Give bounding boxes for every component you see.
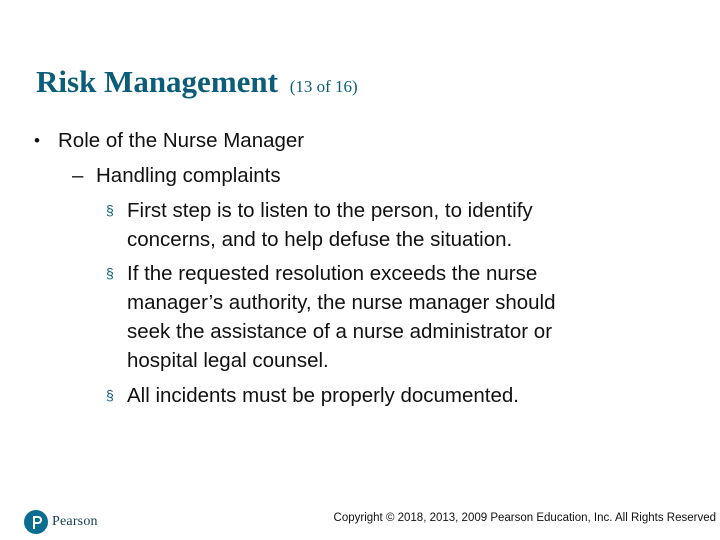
bullet-text: Handling complaints [96, 164, 281, 187]
section-marker-icon: § [106, 202, 114, 218]
slide-title-text: Risk Management [36, 64, 278, 99]
slide-title-counter: (13 of 16) [289, 77, 358, 96]
pearson-logo-icon [24, 510, 48, 534]
bullet-text-line: If the requested resolution exceeds the nurse [127, 262, 538, 285]
bullet-dot-icon: • [34, 131, 40, 150]
bullet-text-line: concerns, and to help defuse the situation. [127, 228, 513, 251]
slide-title [36, 64, 358, 100]
bullet-text-line: hospital legal counsel. [127, 349, 329, 372]
pearson-logo [24, 509, 98, 535]
bullet-text-line: All incidents must be properly documented. [127, 384, 519, 407]
section-marker-icon: § [106, 265, 114, 281]
section-marker-icon: § [106, 387, 114, 403]
pearson-logo-text: Pearson [52, 514, 98, 529]
bullet-text-line: First step is to listen to the person, to identify [127, 199, 533, 222]
bullet-text-line: seek the assistance of a nurse administrator or [127, 320, 553, 343]
bullet-text-line: manager’s authority, the nurse manager should [127, 291, 556, 314]
copyright-notice: Copyright © 2018, 2013, 2009 Pearson Education, Inc. All Rights Reserved [333, 512, 716, 524]
bullet-text: Role of the Nurse Manager [58, 129, 305, 152]
dash-icon: – [72, 164, 84, 187]
